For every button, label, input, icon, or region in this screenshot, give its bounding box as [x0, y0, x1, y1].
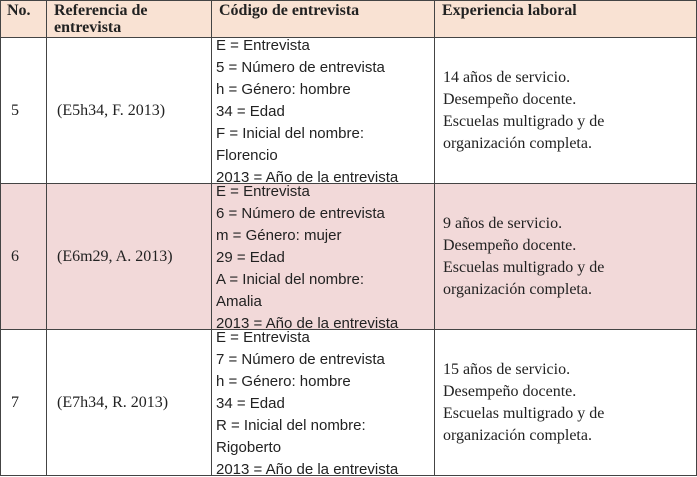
code-line: E = Entrevista [216, 329, 310, 346]
row-number: 5 [1, 38, 47, 184]
row-reference: (E6m29, A. 2013) [47, 184, 212, 330]
code-line: A = Inicial del nombre: [216, 271, 365, 288]
row-experience [435, 184, 697, 330]
row-reference: (E5h34, F. 2013) [47, 38, 212, 184]
code-line: m = Género: mujer [216, 227, 342, 244]
code-line: R = Inicial del nombre: [216, 417, 366, 434]
table-row [1, 38, 697, 184]
experience-line: 14 años de servicio. [443, 68, 571, 86]
row-experience [435, 38, 697, 184]
code-line: 34 = Edad [216, 395, 285, 412]
experience-line: Desempeño docente. [443, 382, 577, 400]
row-code [212, 184, 435, 330]
code-line: 2013 = Año de la entrevista [216, 315, 399, 330]
code-line: h = Género: hombre [216, 81, 351, 98]
experience-line: Escuelas multigrado y de [443, 404, 605, 422]
code-line: h = Género: hombre [216, 373, 351, 390]
row-number: 6 [1, 184, 47, 330]
row-code [212, 38, 435, 184]
experience-line: Escuelas multigrado y de [443, 112, 605, 130]
header-code: Código de entrevista [212, 1, 435, 38]
code-line: 5 = Número de entrevista [216, 59, 385, 76]
experience-line: 15 años de servicio. [443, 360, 571, 378]
row-code [212, 330, 435, 476]
code-line: 29 = Edad [216, 249, 285, 266]
code-line: 2013 = Año de la entrevista [216, 169, 399, 184]
code-line: E = Entrevista [216, 183, 310, 200]
table-row [1, 330, 697, 476]
experience-line: organización completa. [443, 280, 592, 298]
code-line: E = Entrevista [216, 37, 310, 54]
code-line: 2013 = Año de la entrevista [216, 461, 399, 476]
header-experience: Experiencia laboral [435, 1, 697, 38]
header-row [1, 1, 697, 38]
header-reference: Referencia de entrevista [47, 1, 212, 38]
header-no: No. [1, 1, 47, 38]
code-line: Amalia [216, 293, 262, 310]
experience-line: 9 años de servicio. [443, 214, 563, 232]
row-reference: (E7h34, R. 2013) [47, 330, 212, 476]
row-number: 7 [1, 330, 47, 476]
experience-line: Escuelas multigrado y de [443, 258, 605, 276]
code-line: 6 = Número de entrevista [216, 205, 385, 222]
table-row [1, 184, 697, 330]
experience-line: Desempeño docente. [443, 236, 577, 254]
experience-line: organización completa. [443, 426, 592, 444]
code-line: 7 = Número de entrevista [216, 351, 385, 368]
row-experience [435, 330, 697, 476]
experience-line: organización completa. [443, 134, 592, 152]
experience-line: Desempeño docente. [443, 90, 577, 108]
code-line: Rigoberto [216, 439, 282, 456]
code-line: Florencio [216, 147, 278, 164]
code-line: 34 = Edad [216, 103, 285, 120]
code-line: F = Inicial del nombre: [216, 125, 364, 142]
